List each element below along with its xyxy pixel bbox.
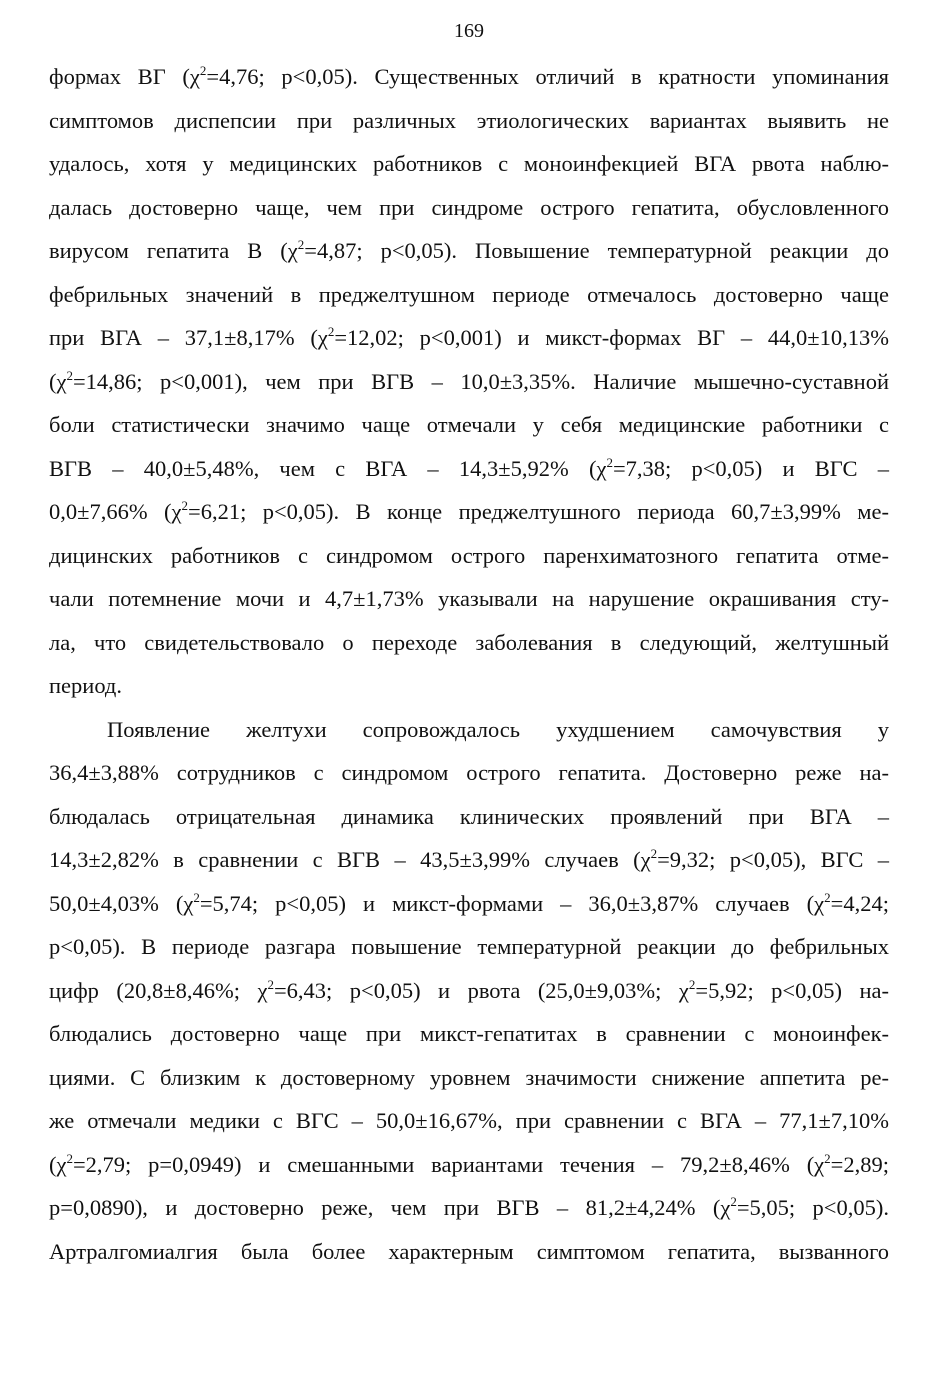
text-line: ла, что свидетельствовало о переходе заболевания в следующий, желтушный [49,629,889,655]
page-number: 169 [454,20,484,42]
text-line: вирусом гепатита В ($\chi^2=4,87$; р<0,05). Повышение температурной реакции до [49,236,889,263]
text-line: р<0,05). В периоде разгара повышение температурной реакции до фебрильных [49,934,889,959]
text-line: ($\chi^2=2,79$; р=0,0949) и смешанными вариантами течения – 79,2±8,46% ($\chi^2=2,89$; [49,1150,889,1177]
text-line: период. [49,673,122,698]
text-line: блюдались достоверно чаще при микст-гепатитах в сравнении с моноинфек- [49,1021,889,1046]
text-line: фебрильных значений в преджелтушном периоде отмечалось достоверно чаще [49,281,889,307]
body-text [49,55,889,1273]
text-line: далась достоверно чаще, чем при синдроме острого гепатита, обусловленного [49,194,889,220]
text-line: удалось, хотя у медицинских работников с моноинфекцией ВГА рвота наблю- [49,151,889,176]
text-line: же отмечали медики с ВГС – 50,0±16,67%, при сравнении с ВГА – 77,1±7,10% [49,1108,889,1133]
text-line: 14,3±2,82% в сравнении с ВГВ – 43,5±3,99% случаев ($\chi^2=9,32$; р<0,05), ВГС – [49,845,890,872]
text-line: р=0,0890), и достоверно реже, чем при ВГВ – 81,2±4,24% ($\chi^2=5,05$; р<0,05). [49,1193,889,1220]
text-line: блюдалась отрицательная динамика клинических проявлений при ВГА – [49,803,889,829]
text-line: Артралгомиалгия была более характерным симптомом гепатита, вызванного [49,1238,889,1264]
text-line: циями. С близким к достоверному уровнем значимости снижение аппетита ре- [49,1064,889,1090]
text-line: ($\chi^2=14,86$; р<0,001), чем при ВГВ – 10,0±3,35%. Наличие мышечно-суставной [49,367,889,394]
text-line: Появление желтухи сопровождалось ухудшением самочувствия у [107,716,889,742]
text-line: ВГВ – 40,0±5,48%, чем с ВГА – 14,3±5,92% ($\chi^2=7,38$; р<0,05) и ВГС – [49,454,889,481]
text-line: 0,0±7,66% ($\chi^2=6,21$; р<0,05). В конце преджелтушного периода 60,7±3,99% ме- [49,497,889,524]
text-line: боли статистически значимо чаще отмечали у себя медицинские работники с [49,412,889,437]
text-line: 50,0±4,03% ($\chi^2=5,74$; р<0,05) и микст-формами – 36,0±3,87% случаев ($\chi^2=4,24$; [49,889,889,916]
text-line: при ВГА – 37,1±8,17% ($\chi^2=12,02$; р<0,001) и микст-формах ВГ – 44,0±10,13% [49,323,889,350]
text-line: цифр (20,8±8,46%; $\chi^2=6,43$; р<0,05) и рвота (25,0±9,03%; $\chi^2=5,92$; р<0,05) на- [49,976,889,1003]
text-line: 36,4±3,88% сотрудников с синдромом острого гепатита. Достоверно реже на- [49,760,889,785]
text-line: дицинских работников с синдромом острого паренхиматозного гепатита отме- [49,542,889,568]
text-line: формах ВГ ($\chi^2=4,76$; р<0,05). Существенных отличий в кратности упоминания [49,62,889,89]
text-line: симптомов диспепсии при различных этиологических вариантах выявить не [49,107,889,133]
text-line: чали потемнение мочи и 4,7±1,73% указывали на нарушение окрашивания сту- [49,586,889,611]
